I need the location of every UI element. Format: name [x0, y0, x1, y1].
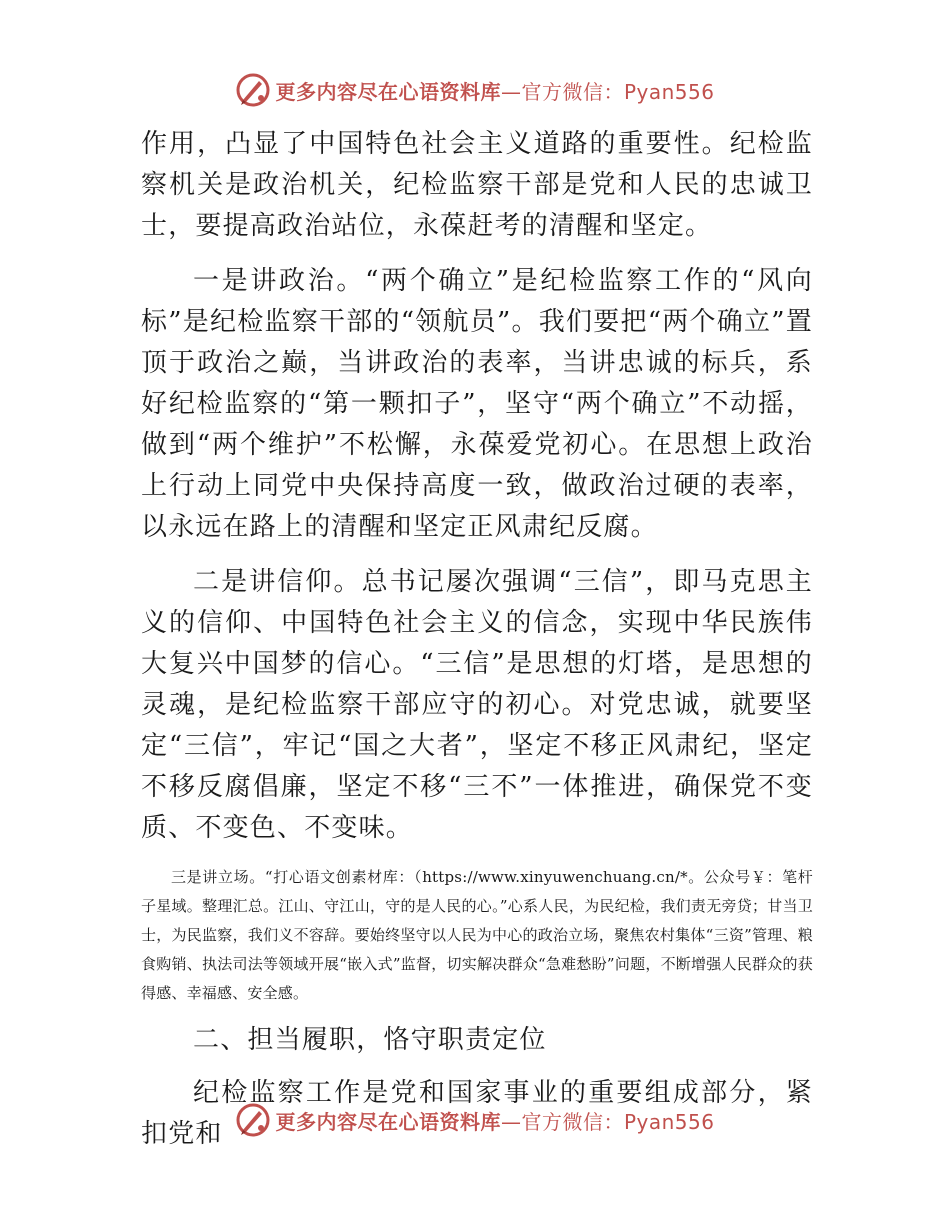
- banner-bold-text: 更多内容尽在心语资料库: [275, 79, 501, 104]
- paragraph-stance: 三是讲立场。“打心语文创素材库：（https://www.xinyuwenchuang.cn/*。公众号￥：笔杆子星域。整理汇总。江山、守江山，守的是人民的心。”心系人民，为民纪检，我们责无旁贷；甘当卫士，为民监察，我们义不容辞。要始终坚守以人民为中心的政治立场，聚焦农村集体“三资”管理、粮食购销、执法司法等领域开展“嵌入式”监督，切实解决群众“急难愁盼”问题，不断增强人民群众的获得感、幸福感、安全感。: [141, 868, 813, 1002]
- footer-watermark-banner: [0, 1098, 950, 1142]
- banner-wechat-text: 官方微信：Pyan556: [521, 1109, 715, 1134]
- quill-logo-icon: [235, 1102, 271, 1138]
- paragraph-belief: 二是讲信仰。总书记屡次强调“三信”，即马克思主义的信仰、中国特色社会主义的信念，实现中华民族伟大复兴中国梦的信心。“三信”是思想的灯塔，是思想的灵魂，是纪检监察干部应守的初心。对党忠诚，就要坚定“三信”，牢记“国之大者”，坚定不移正风肃纪，坚定不移反腐倡廉，坚定不移“三不”一体推进，确保党不变质、不变色、不变味。: [141, 567, 813, 843]
- document-body: [141, 124, 813, 1169]
- banner-text: [275, 1106, 714, 1135]
- paragraph-duty: 纪检监察工作是党和国家事业的重要组成部分，紧扣党和: [141, 1078, 813, 1149]
- paragraph-politics: 一是讲政治。“两个确立”是纪检监察工作的“风向标”是纪检监察干部的“领航员”。我们要把“两个确立”置顶于政治之巅，当讲政治的表率，当讲忠诚的标兵，系好纪检监察的“第一颗扣子”，坚守“两个确立”不动摇，做到“两个维护”不松懈，永葆爱党初心。在思想上政治上行动上同党中央保持高度一致，做政治过硬的表率，以永远在路上的清醒和坚定正风肃纪反腐。: [141, 266, 813, 542]
- banner-wechat-text: 官方微信：Pyan556: [521, 79, 715, 104]
- section-heading: 二、担当履职，恪守职责定位: [193, 1025, 547, 1055]
- header-watermark-banner: [0, 68, 950, 112]
- banner-text: [275, 76, 714, 105]
- paragraph-intro: 作用，凸显了中国特色社会主义道路的重要性。纪检监察机关是政治机关，纪检监察干部是党和人民的忠诚卫士，要提高政治站位，永葆赶考的清醒和坚定。: [141, 129, 813, 241]
- banner-bold-text: 更多内容尽在心语资料库: [275, 1109, 501, 1134]
- quill-logo-icon: [235, 72, 271, 108]
- banner-dash: —: [500, 79, 522, 104]
- banner-dash: —: [500, 1109, 522, 1134]
